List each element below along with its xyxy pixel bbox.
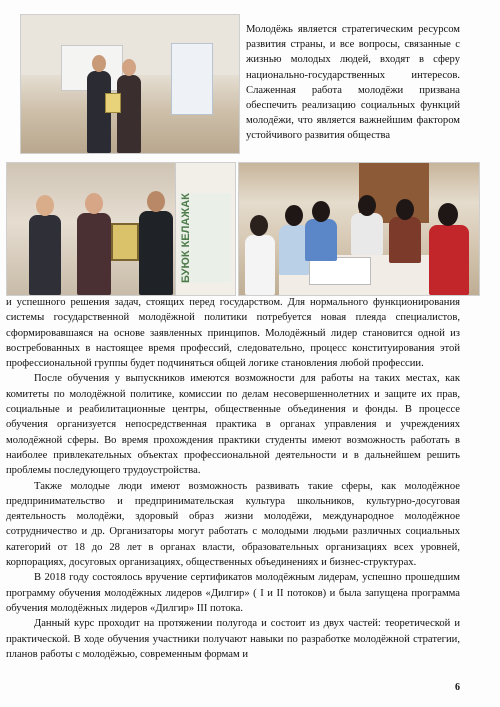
paragraph-continuation: и успешного решения задач, стоящих перед государством. Для нормального функционирования системы государственной молодёжной политики потребуется новая плеяда специалистов, сформировавшаяся на основе заявленных принципов. Молодёжный лидер становится одной из востребованных в настоящее время профессий, следовательно, процесс конституирования этой профессиональной группы будет подчиняться общей логике становления любой профессии. — [6, 297, 460, 370]
paragraph-course: Данный курс проходит на протяжении полугода и состоит из двух частей: теоретической и практической. В ходе обучения участники получают навыки по разработке молодёжной стратегии, планов работы с молодёжью, современным формам и — [6, 618, 460, 660]
main-text — [6, 295, 460, 662]
paragraph-graduates: После обучения у выпускников имеются возможности для работы на таких местах, как комитеты по молодёжной политике, комиссии по делам несовершеннолетних и защите их прав, социальные и реабилитационные центры, общественные объединения и фонды. В процессе обучения организуется непосредственная практика в органах управления и учреждениях молодёжной сферы. Во время прохождения практики студенты имеют возможность работать в наиболее привлекательных объектах профессиональной деятельности и в дальнейшем решить проблемы последующего трудоустройства. — [6, 373, 460, 477]
photo-certificate-ceremony-1 — [20, 14, 240, 154]
poster-banner: БУЮК КЕЛАЖАК — [179, 193, 231, 283]
intro-paragraph: Молодёжь является стратегическим ресурсом развития страны, и все вопросы, связанные с жизнью молодых людей, входят в сферу национально-государственных интересов. Слаженная работа молодёжи призвана обеспечить реализацию социальных функций молодёжи, что является важнейшим фактором устойчивого развития общества — [246, 24, 460, 142]
paragraph-spheres: Также молодые люди имеют возможность развивать такие сферы, как молодёжное предпринимательство и предпринимательская культура школьников, культурно-досуговая деятельность молодёжи, здоровый образ жизни молодёжи, международное молодёжное сотрудничество и др. Организаторы могут работать с молодыми людьми различных социальных категорий от 18 до 28 лет в органах власти, образовательных организациях всех уровней, корпорациях, досуговых организациях, общественных объединениях и бизнес-структурах. — [6, 480, 460, 569]
page-number: 6 — [455, 682, 460, 693]
photo-certificate-ceremony-2 — [6, 162, 236, 296]
paragraph-2018: В 2018 году состоялось вручение сертификатов молодёжным лидерам, успешно прошедшим программу обучения молодёжных лидеров «Дилгир» ( I и II потоков) и была запущена программа обучения молодёжных лидеров «Дилгир» III потока. — [6, 572, 460, 614]
photo-group-work-session — [238, 162, 480, 296]
